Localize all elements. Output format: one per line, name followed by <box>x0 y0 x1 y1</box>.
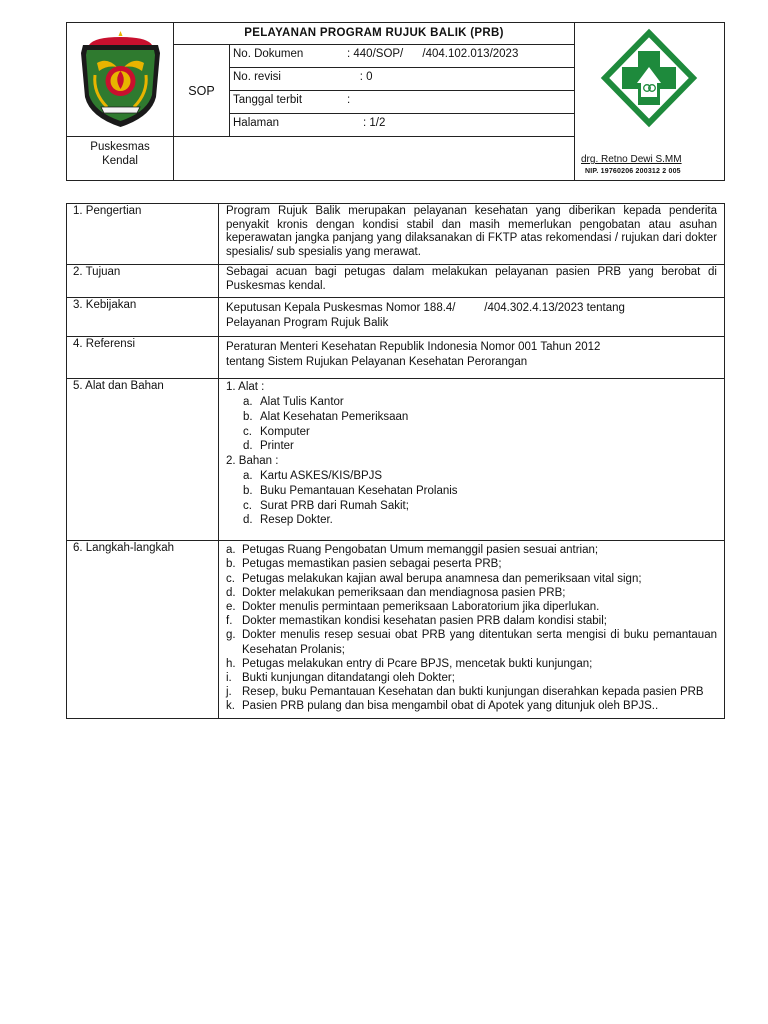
sop-content-table <box>66 203 725 719</box>
alat-heading: 1. Alat : <box>226 381 265 394</box>
row-label: 3. Kebijakan <box>67 298 219 337</box>
organization-name <box>67 137 174 180</box>
meta-row-revision <box>230 68 574 91</box>
row-label: 4. Referensi <box>67 337 219 379</box>
list-item <box>226 395 717 410</box>
step-marker: j. <box>226 686 232 699</box>
item-marker: d. <box>243 440 253 453</box>
row-label: 6. Langkah-langkah <box>67 541 219 718</box>
meta-label: Halaman <box>233 117 280 129</box>
list-item <box>226 484 717 499</box>
step-item <box>226 657 717 671</box>
step-item <box>226 557 717 571</box>
step-marker: d. <box>226 586 236 599</box>
row-content <box>219 379 725 541</box>
sop-label: SOP <box>174 45 230 137</box>
kebijakan-line-1: Keputusan Kepala Puskesmas Nomor 188.4/ /404.302.4.13/2023 tentang <box>226 302 625 315</box>
item-text: Alat Tulis Kantor <box>260 396 344 409</box>
step-text: Petugas memastikan pasien sebagai peserta PRB; <box>242 558 502 571</box>
list-item <box>226 425 717 440</box>
meta-value: : 1/2 <box>347 117 386 129</box>
step-item <box>226 699 717 713</box>
row-langkah <box>67 541 725 718</box>
step-text: Resep, buku Pemantauan Kesehatan dan bukti kunjungan diserahkan kepada pasien PRB <box>242 686 704 699</box>
item-text: Buku Pemantauan Kesehatan Prolanis <box>260 484 458 497</box>
item-text: Surat PRB dari Rumah Sakit; <box>260 499 409 512</box>
item-marker: a. <box>243 470 253 482</box>
step-text: Pasien PRB pulang dan bisa mengambil obat di Apotek yang ditunjuk oleh BPJS.. <box>242 700 659 713</box>
sop-header <box>66 22 725 181</box>
item-marker: d. <box>243 514 253 527</box>
step-marker: g. <box>226 629 236 642</box>
row-content <box>219 298 725 337</box>
row-tujuan <box>67 264 725 297</box>
row-alat-bahan <box>67 379 725 541</box>
list-item <box>226 439 717 454</box>
empty-header-cell <box>174 137 574 180</box>
row-label: 5. Alat dan Bahan <box>67 379 219 541</box>
regency-seal-cell <box>67 23 174 137</box>
row-label: 1. Pengertian <box>67 204 219 265</box>
item-text: Kartu ASKES/KIS/BPJS <box>260 470 383 482</box>
referensi-line-2: tentang Sistem Rujukan Pelayanan Kesehatan Perorangan <box>226 356 528 369</box>
document-title: PELAYANAN PROGRAM RUJUK BALIK (PRB) <box>174 23 574 45</box>
step-item <box>226 614 717 628</box>
item-text: Komputer <box>260 425 310 438</box>
step-marker: k. <box>226 700 235 713</box>
step-item <box>226 543 717 557</box>
signer-name: drg. Retno Dewi S.MM <box>581 154 682 165</box>
list-item <box>226 513 717 528</box>
step-marker: c. <box>226 572 235 585</box>
list-item <box>226 469 717 484</box>
meta-row-document-number <box>230 45 574 68</box>
step-item <box>226 586 717 600</box>
item-text: Alat Kesehatan Pemeriksaan <box>260 410 409 423</box>
row-referensi <box>67 337 725 379</box>
step-marker: e. <box>226 601 236 613</box>
step-text: Petugas melakukan kajian awal berupa anamnesa dan pemeriksaan vital sign; <box>242 572 642 585</box>
step-text: Dokter melakukan pemeriksaan dan mendiagnosa pasien PRB; <box>242 586 566 599</box>
item-marker: b. <box>243 484 253 497</box>
meta-label: Tanggal terbit <box>233 94 303 106</box>
signer-nip: NIP. 19760206 200312 2 005 <box>585 168 681 175</box>
item-text: Printer <box>260 440 294 453</box>
list-item <box>226 499 717 514</box>
item-marker: b. <box>243 410 253 423</box>
step-text: Dokter menulis resep sesuai obat PRB yang ditentukan serta mengisi di buku pemantauan Kesehatan Prolanis; <box>242 629 717 656</box>
meta-value: : 440/SOP/ /404.102.013/2023 <box>347 48 519 60</box>
row-content <box>219 337 725 379</box>
row-pengertian <box>67 204 725 265</box>
item-marker: c. <box>243 499 252 512</box>
step-text: Dokter memastikan kondisi kesehatan pasien PRB dalam kondisi stabil; <box>242 615 607 628</box>
step-marker: f. <box>226 615 233 628</box>
item-marker: a. <box>243 396 253 409</box>
organization-line-2: Kendal <box>102 155 138 167</box>
meta-label: No. Dokumen <box>233 48 304 60</box>
meta-row-page <box>230 114 574 137</box>
puskesmas-logo-icon <box>575 23 723 135</box>
regency-seal-icon <box>67 23 174 137</box>
meta-label: No. revisi <box>233 71 281 83</box>
bahan-heading: 2. Bahan : <box>226 455 279 468</box>
organization-line-1: Puskesmas <box>90 141 150 153</box>
step-marker: a. <box>226 544 236 557</box>
step-marker: i. <box>226 672 232 685</box>
step-text: Dokter menulis permintaan pemeriksaan Laboratorium jika diperlukan. <box>242 601 600 613</box>
row-content <box>219 541 725 718</box>
list-item <box>226 410 717 425</box>
meta-value: : <box>347 94 351 106</box>
item-text: Resep Dokter. <box>260 514 333 527</box>
row-content: Program Rujuk Balik merupakan pelayanan kesehatan yang diberikan kepada penderita penyakit kronis dengan kondisi stabil dan masih memerlukan pengobatan atau asuhan keperawatan jangka panjang yang dilaksanakan di FKTP atas rekomendasi / rujukan dari dokter spesialis/ sub spesialis yang merawat. <box>219 204 725 265</box>
step-item <box>226 685 717 699</box>
meta-row-issue-date <box>230 91 574 114</box>
step-item <box>226 671 717 685</box>
step-marker: h. <box>226 657 236 670</box>
step-item <box>226 600 717 614</box>
step-text: Petugas Ruang Pengobatan Umum memanggil pasien sesuai antrian; <box>242 544 599 557</box>
signature-cell <box>574 137 724 180</box>
row-kebijakan <box>67 298 725 337</box>
row-label: 2. Tujuan <box>67 264 219 297</box>
step-marker: b. <box>226 558 236 571</box>
step-item <box>226 572 717 586</box>
step-item <box>226 628 717 656</box>
puskesmas-logo-cell <box>574 23 724 137</box>
referensi-line-1: Peraturan Menteri Kesehatan Republik Indonesia Nomor 001 Tahun 2012 <box>226 341 601 354</box>
step-text: Petugas melakukan entry di Pcare BPJS, mencetak bukti kunjungan; <box>242 657 593 670</box>
kebijakan-line-2: Pelayanan Program Rujuk Balik <box>226 317 389 330</box>
meta-value: : 0 <box>347 71 373 83</box>
item-marker: c. <box>243 425 252 438</box>
row-content: Sebagai acuan bagi petugas dalam melakukan pelayanan pasien PRB yang berobat di Puskesmas kendal. <box>219 264 725 297</box>
step-text: Bukti kunjungan ditandatangi oleh Dokter; <box>242 672 455 685</box>
